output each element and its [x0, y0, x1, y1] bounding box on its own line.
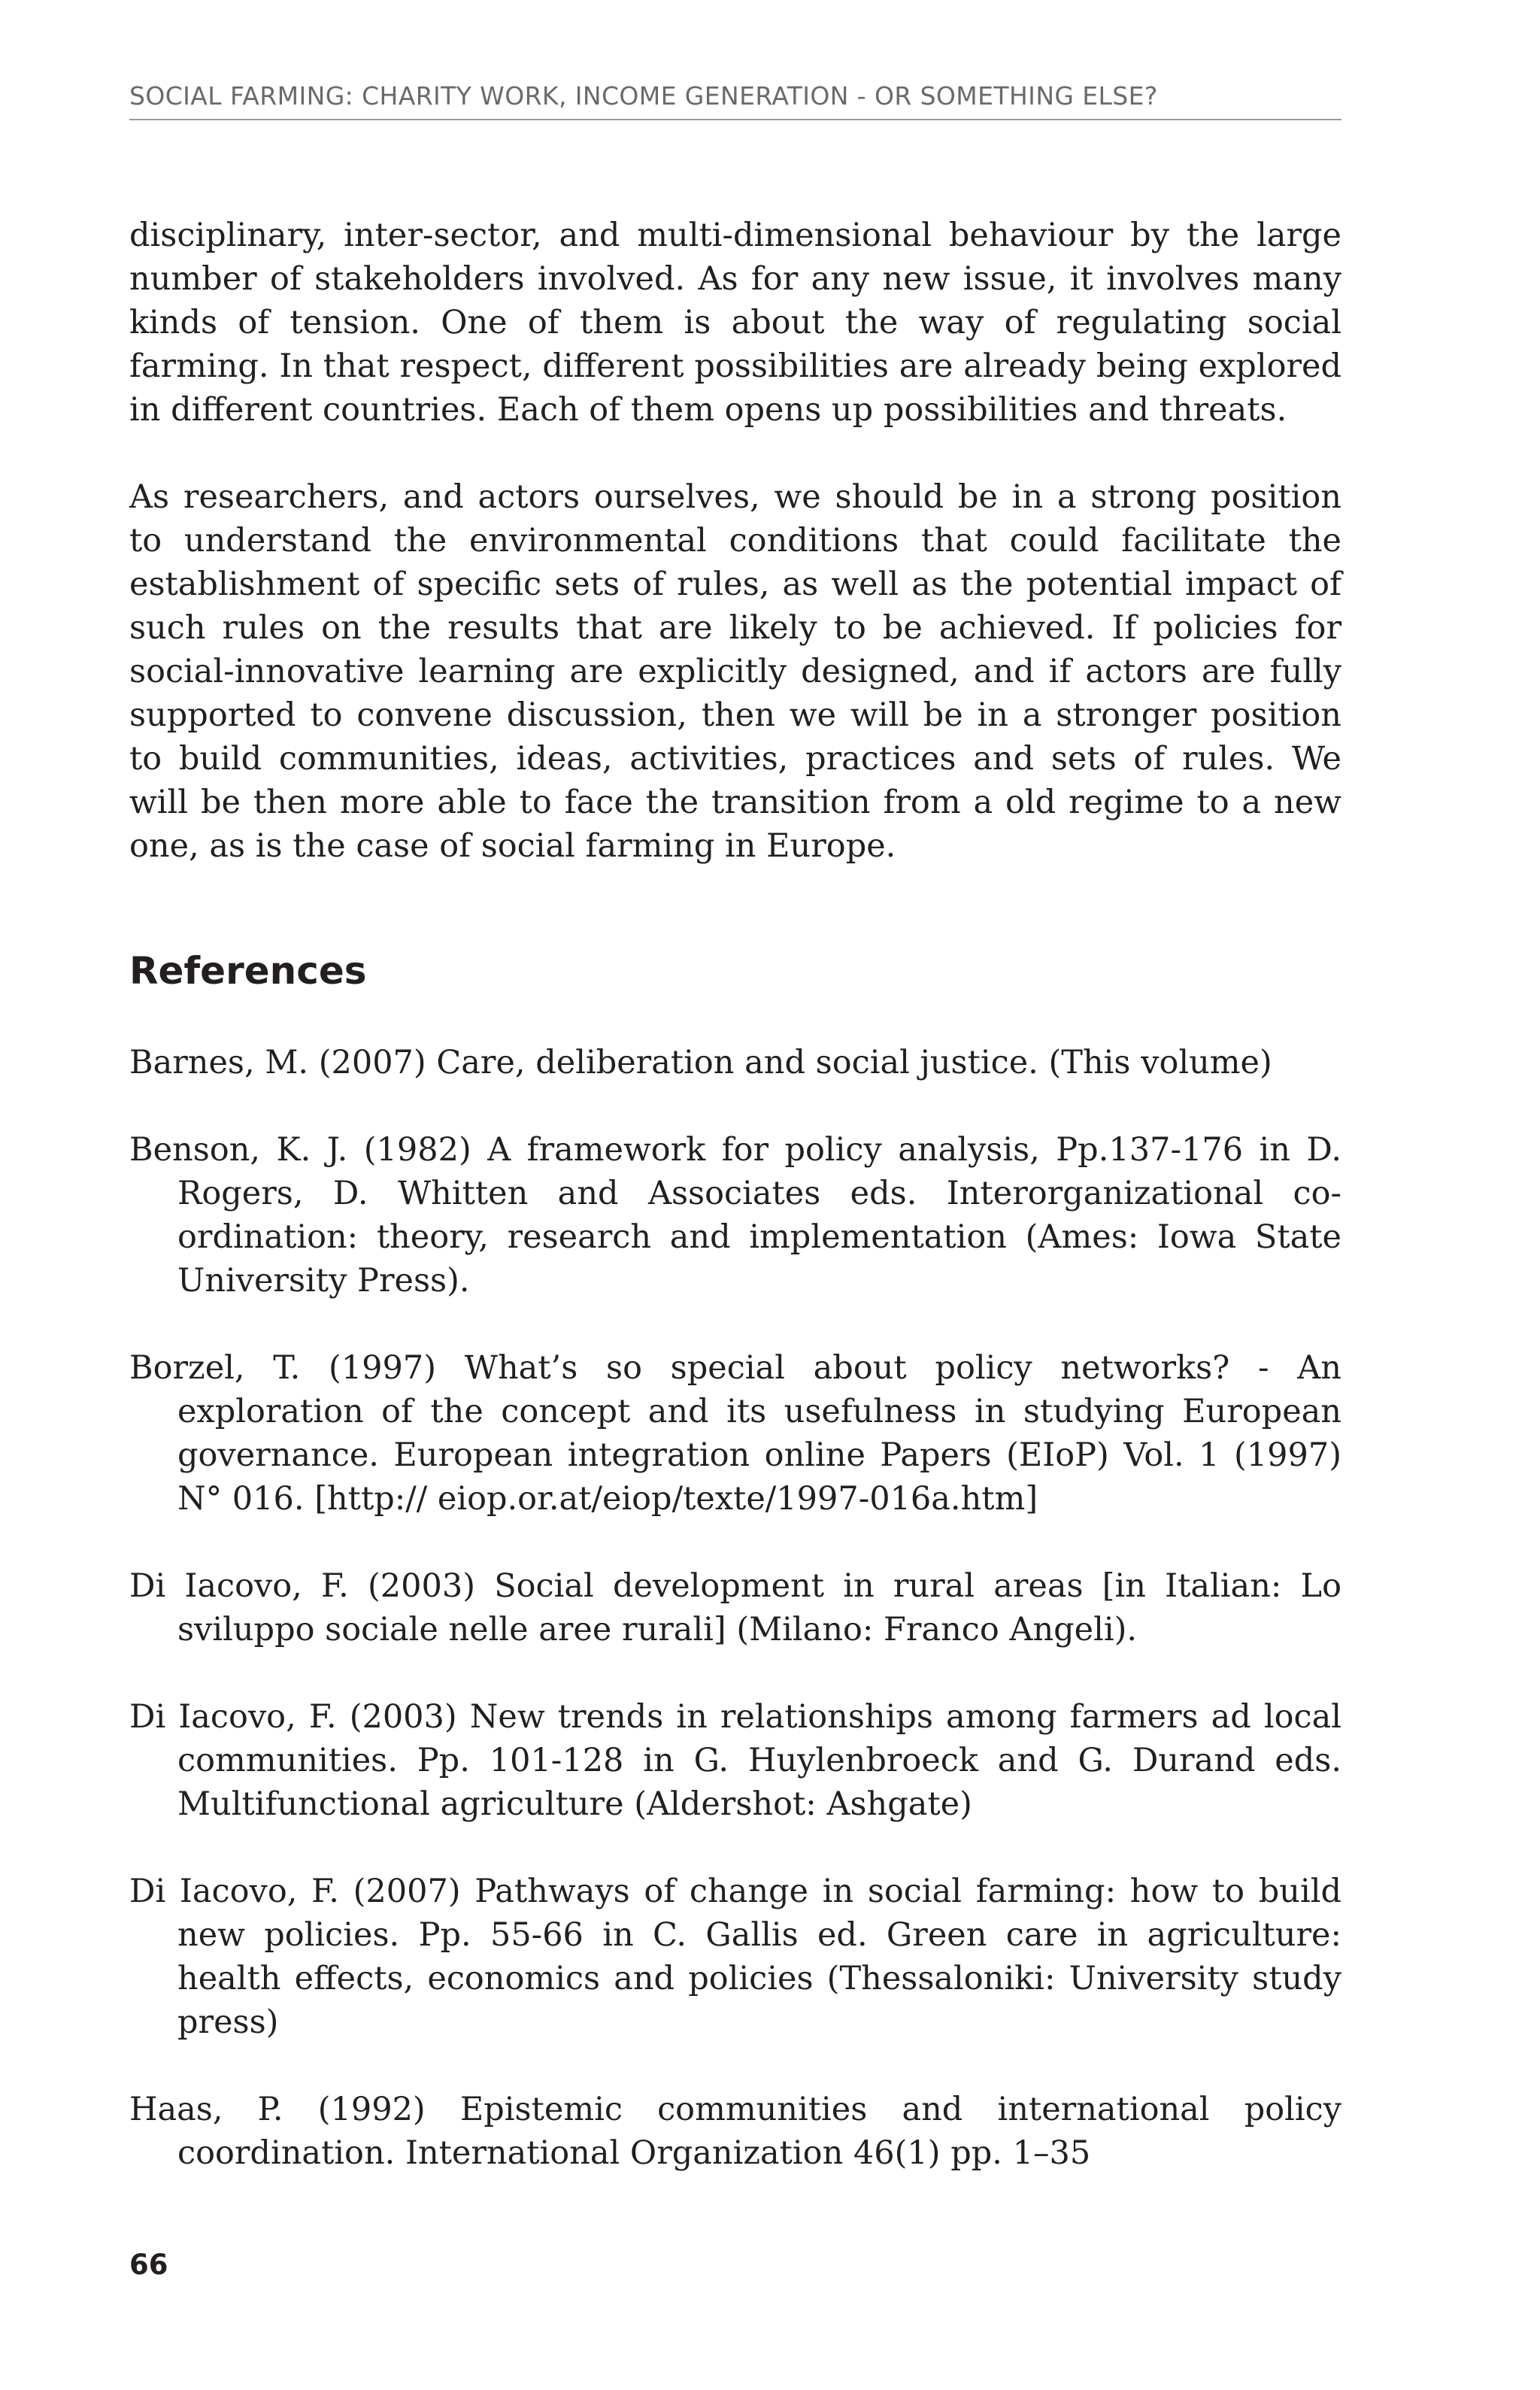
reference-item: Borzel, T. (1997) What’s so special about policy networks? - An exploration of the concept and its usefulness in studying European governance. European integration online Papers (EIoP) Vol. 1 (1997) N° 016. [http:// eiop.or.at/eiop/texte/1997-016a.htm] [129, 1349, 1341, 1518]
reference-list [129, 1041, 1341, 2219]
header-rule [129, 119, 1341, 120]
references-heading: References [129, 949, 367, 993]
body-paragraph: As researchers, and actors ourselves, we should be in a strong position to understand the environmental conditions that could facilitate the establishment of specific sets of rules, as well as the potential impact of such rules on the results that are likely to be achieved. If policies for social-innovative learning are explicitly designed, and if actors are fully supported to convene discussion, then we will be in a stronger position to build communities, ideas, activities, practices and sets of rules. We will be then more able to face the transition from a old regime to a new one, as is the case of social farming in Europe. [129, 478, 1341, 865]
body-paragraph: disciplinary, inter-sector, and multi-dimensional behaviour by the large number of stakeholders involved. As for any new issue, it involves many kinds of tension. One of them is about the way of regulating social farming. In that respect, different possibilities are already being explored in different countries. Each of them opens up possibilities and threats. [129, 217, 1341, 429]
page-number: 66 [129, 2249, 168, 2281]
reference-item: Barnes, M. (2007) Care, deliberation and social justice. (This volume) [129, 1044, 1272, 1081]
reference-item: Di Iacovo, F. (2003) New trends in relationships among farmers ad local communities. Pp. 101-128 in G. Huylenbroeck and G. Durand eds. Multifunctional agriculture (Aldershot: Ashgate) [129, 1698, 1341, 1823]
reference-item: Di Iacovo, F. (2007) Pathways of change in social farming: how to build new policies. Pp. 55-66 in C. Gallis ed. Green care in agriculture: health effects, economics and policies (Thessaloniki: University study press) [129, 1873, 1341, 2041]
reference-item: Benson, K. J. (1982) A framework for policy analysis, Pp.137-176 in D. Rogers, D. Whitten and Associates eds. Interorganizational co-ordination: theory, research and implementation (Ames: Iowa State University Press). [129, 1131, 1341, 1300]
reference-item: Di Iacovo, F. (2003) Social development in rural areas [in Italian: Lo sviluppo sociale nelle aree rurali] (Milano: Franco Angeli). [129, 1567, 1341, 1648]
running-head: SOCIAL FARMING: CHARITY WORK, INCOME GENERATION - OR SOMETHING ELSE? [129, 81, 1158, 111]
reference-item: Haas, P. (1992) Epistemic communities and international policy coordination. International Organization 46(1) pp. 1–35 [129, 2091, 1341, 2172]
